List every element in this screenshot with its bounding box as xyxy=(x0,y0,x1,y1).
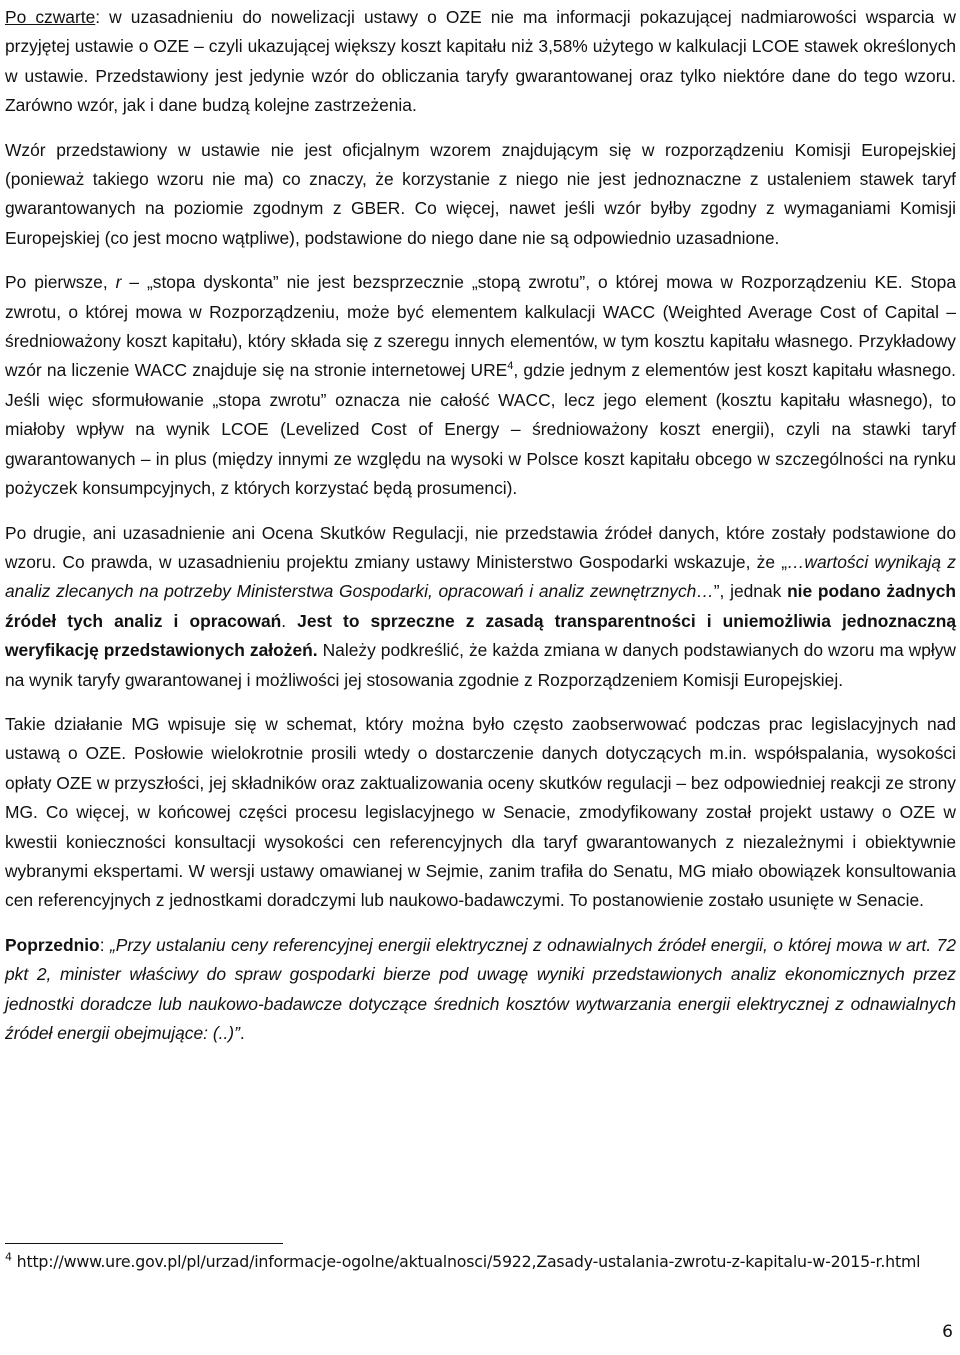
bold-text: nie podano żadnych źródeł tych analiz i opracowań xyxy=(5,581,956,631)
text-run: Po pierwsze, xyxy=(5,272,116,293)
text-run: – „stopa dyskonta” nie jest bezsprzecznie „stopą zwrotu”, o której mowa w Rozporządzeniu KE. Stopa zwrotu, o której mowa w Rozporządzeniu, może być elementem kalkulacji WACC (Weighted Average Cost of Capital – średnioważony koszt kapitału), który składa się z szeregu innych elementów, w tym kosztu kapitału własnego. Przykładowy wzór na liczenie WACC znajduje się na stronie internetowej URE xyxy=(5,272,956,381)
text-run: . xyxy=(239,1023,245,1043)
text-run: Po drugie, ani uzasadnienie ani Ocena Skutków Regulacji, nie przedstawia źródeł danych, które zostały podstawione do wzoru. Co prawda, w uzasadnieniu projektu zmiany ustawy Ministerstwo Gospodarki wskazuje, że „ xyxy=(5,522,956,572)
paragraph-po-pierwsze xyxy=(5,268,956,503)
page-number: 6 xyxy=(942,1322,953,1342)
footnote-reference[interactable]: 4 xyxy=(507,360,514,373)
footnote-mark: 4 xyxy=(5,1250,12,1264)
footnote-separator xyxy=(5,1243,283,1244)
paragraph-text: : w uzasadnieniu do nowelizacji ustawy o OZE nie ma informacji pokazującej nadmiarowości wsparcia w przyjętej ustawie o OZE – czyli ukazującej większy koszt kapitału niż 3,58% użytego w kalkulacji LCOE stawek określonych w ustawie. Przedstawiony jest jedynie wzór do obliczania taryfy gwarantowanej oraz tylko niektóre dane do tego wzoru. Zarówno wzór, jak i dane budzą kolejne zastrzeżenia. xyxy=(5,7,956,116)
variable-r: r xyxy=(115,272,122,293)
text-run: Należy podkreślić, że każda zmiana w danych podstawianych do wzoru ma wpływ na wynik taryfy gwarantowanej i możliwości jej stosowania zgodnie z Rozporządzeniem Komisji Europejskiej. xyxy=(5,640,956,690)
quoted-text: „Przy ustalaniu ceny referencyjnej energii elektrycznej z odnawialnych źródeł energii, o której mowa w art. 72 pkt 2, minister właściwy do spraw gospodarki bierze pod uwagę wyniki przedstawionych analiz ekonomicznych przez jednostki doradcze lub naukowo-badawcze dotyczące średnich kosztów wytwarzania energii elektrycznej z odnawialnych źródeł energii obejmujące: (..)” xyxy=(5,934,956,1043)
paragraph-po-drugie xyxy=(5,519,956,695)
text-run: ”, jednak xyxy=(713,581,788,602)
quoted-text: …wartości wynikają z analiz zlecanych na potrzeby Ministerstwa Gospodarki, opracowań i analiz zewnętrznych… xyxy=(5,551,956,602)
paragraph-lead: Po czwarte xyxy=(5,7,96,27)
paragraph-takie-dzialanie: Takie działanie MG wpisuje się w schemat, który można było często zaobserwować podczas prac legislacyjnych nad ustawą o OZE. Posłowie wielokrotnie prosili wtedy o dostarczenie danych dotyczących m.in. współspalania, wysokości opłaty OZE w przyszłości, jej składników oraz zaktualizowania oceny skutków regulacji – bez odpowiedniej reakcji ze strony MG. Co więcej, w końcowej części procesu legislacyjnego w Senacie, zmodyfikowany został projekt ustawy o OZE w kwestii konieczności konsultacji wysokości cen referencyjnych dla taryf gwarantowanych z niezależnymi i obiektywnie wybranymi ekspertami. W wersji ustawy omawianej w Sejmie, zanim trafiła do Senatu, MG miało obowiązek konsultowania cen referencyjnych z jednostkami doradczymi lub naukowo-badawczymi. To postanowienie zostało usunięte w Senacie. xyxy=(5,713,956,911)
text-run: : xyxy=(99,934,110,955)
footnote xyxy=(5,1248,945,1275)
paragraph-po-czwarte xyxy=(5,3,956,121)
paragraph-lead: Poprzednio xyxy=(5,934,100,955)
paragraph-wzor: Wzór przedstawiony w ustawie nie jest oficjalnym wzorem znajdującym się w rozporządzeniu Komisji Europejskiej (ponieważ takiego wzoru nie ma) co znaczy, że korzystanie z niego nie jest jednoznaczne z ustaleniem stawek taryf gwarantowanych na poziomie zgodnym z GBER. Co więcej, nawet jeśli wzór byłby zgodny z wymaganiami Komisji Europejskiej (co jest mocno wątpliwe), podstawione do niego dane nie są odpowiednio uzasadnione. xyxy=(5,139,956,248)
text-run: . xyxy=(281,610,298,631)
bold-text: Jest to sprzeczne z zasadą transparentności i uniemożliwia jednoznaczną weryfikację przedstawionych założeń. xyxy=(5,610,956,661)
paragraph-poprzednio xyxy=(5,931,956,1049)
text-run: , gdzie jednym z elementów jest koszt kapitału własnego. Jeśli więc sformułowanie „stopa zwrotu” oznacza nie całość WACC, lecz jego element (kosztu kapitału własnego), to miałoby wpływ na wynik LCOE (Levelized Cost of Energy – średnioważony koszt energii), czyli na stawki taryf gwarantowanych – in plus (między innymi ze względu na wysoki w Polsce koszt kapitału obcego w szczególności na rynku pożyczek konsumpcyjnych, z których korzystać będą prosumenci). xyxy=(5,360,956,499)
footnote-link[interactable]: http://www.ure.gov.pl/pl/urzad/informacje-ogolne/aktualnosci/5922,Zasady-ustalania-zwrotu-z-kapitalu-w-2015-r.html xyxy=(11,1252,921,1271)
